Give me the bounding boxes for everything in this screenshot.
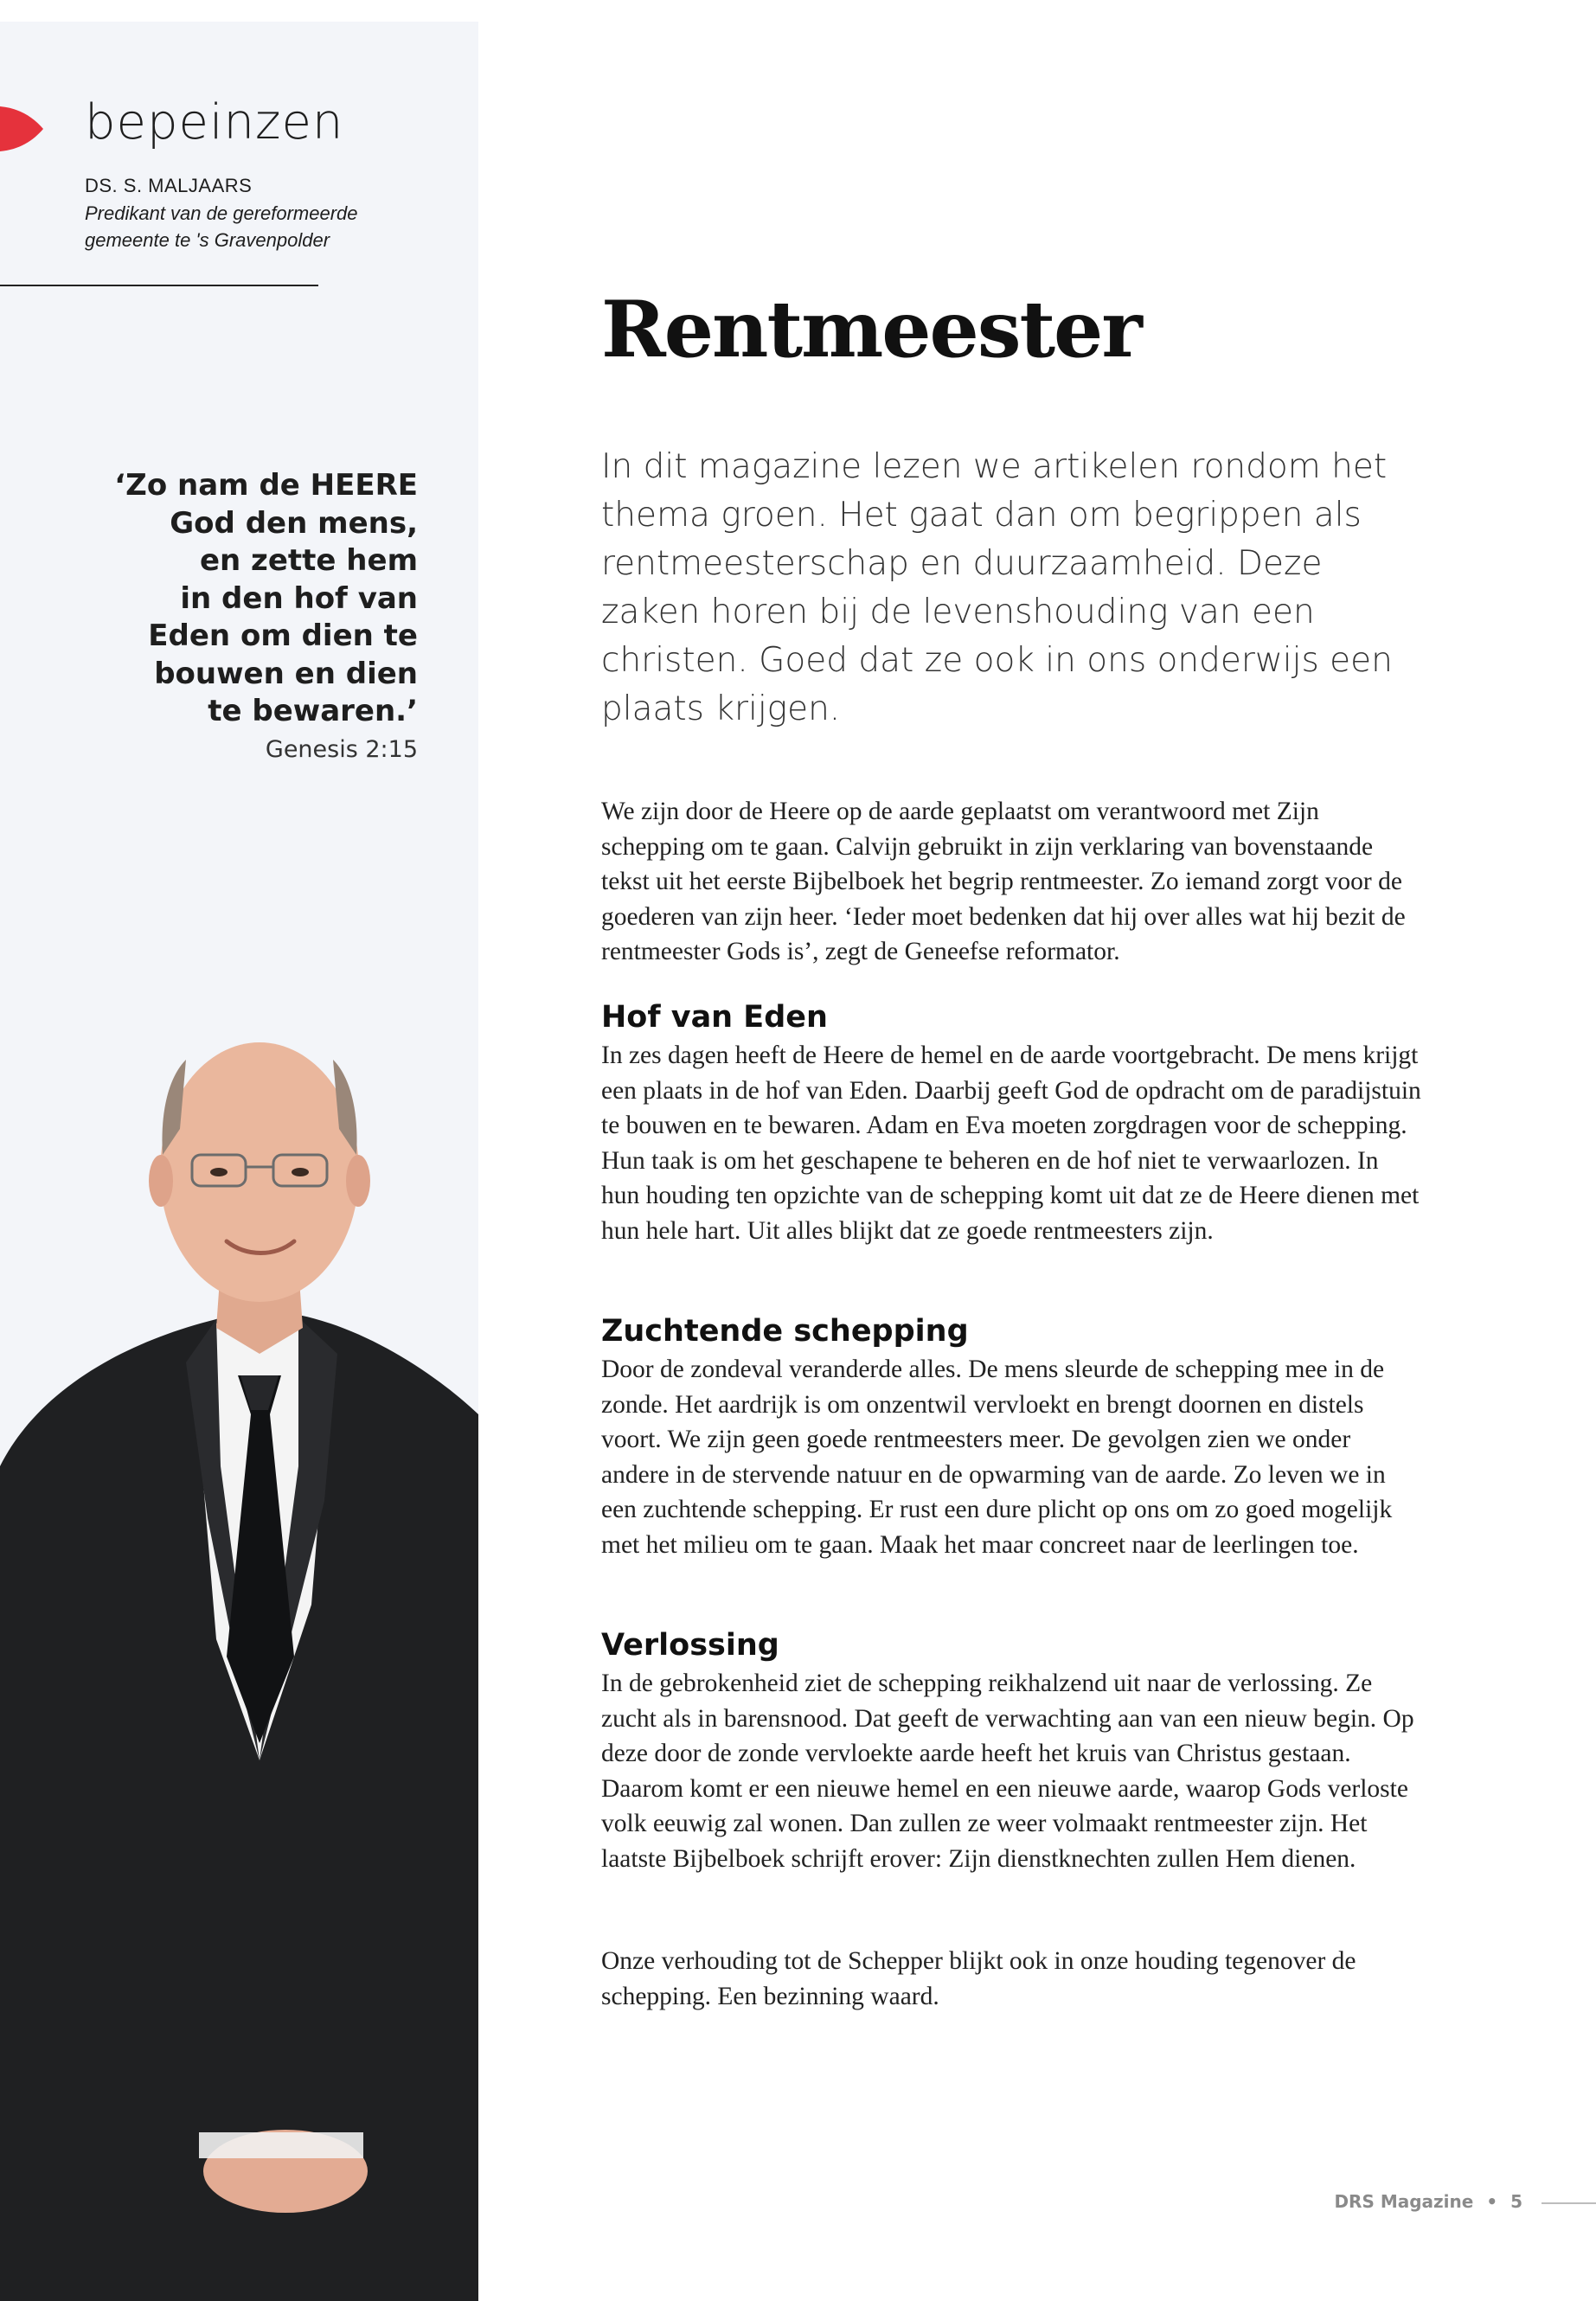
page-number: 5: [1510, 2191, 1522, 2212]
author-role: Predikant van de gereformeerde gemeente te 's Gravenpolder: [85, 202, 358, 251]
footer-divider: [1542, 2202, 1596, 2204]
article-title: Rentmeester: [601, 284, 1141, 375]
page-footer: [1315, 2191, 1522, 2212]
section-text: In de gebrokenheid ziet de schepping reikhalzend uit naar de verlossing. Ze zucht als in barensnood. Dat geeft de verwachting aan van een nieuw begin. Op deze door de zonde vervloekte aarde heeft het kruis van Christus gestaan. Daarom komt er een nieuwe hemel en een nieuwe aarde, waarop Gods verloste volk eeuwig zal wonen. Dan zullen ze weer volmaakt rentmeester zijn. Het laatste Bijbelboek schrijft erover: Zijn dienstknechten zullen Hem dienen.: [601, 1670, 1414, 1873]
footer-bullet: •: [1486, 2191, 1498, 2212]
article-lead: In dit magazine lezen we artikelen rondom het thema groen. Het gaat dan om begrippen als rentmeesterschap en duurzaamheid. Deze zaken horen bij de levenshouding van een christen. Goed dat ze ook in ons onderwijs een plaats krijgen.: [601, 447, 1393, 728]
section-heading: Verlossing: [601, 1628, 779, 1663]
quote-line: God den mens,: [170, 505, 418, 541]
author-name: DS. S. MALJAARS: [85, 175, 253, 196]
section-label: bepeinzen: [85, 94, 344, 151]
section-heading: Zuchtende schepping: [601, 1314, 969, 1349]
author-portrait: [0, 982, 478, 2301]
sidebar-panel: [0, 22, 478, 2279]
divider: [0, 285, 318, 286]
quote-line: en zette hem: [199, 543, 418, 578]
section-text: Door de zondeval veranderde alles. De mens sleurde de schepping mee in de zonde. Het aardrijk is om onzentwil vervloekt en brengt doornen en distels voort. We zijn geen goede rentmeesters meer. De gevolgen zien we onder andere in de stervende natuur en de opwarming van de aarde. Zo leven we in een zuchtende schepping. Er rust een dure plicht op ons om zo goed mogelijk met het milieu om te gaan. Maak het maar concreet naar de leerlingen toe.: [601, 1356, 1393, 1559]
section-text: In zes dagen heeft de Heere de hemel en de aarde voortgebracht. De mens krijgt een plaats in de hof van Eden. Daarbij geeft God de opdracht om de paradijstuin te bouwen en te bewaren. Adam en Eva moeten zorgdragen voor de schepping. Hun taak is om het geschapene te beheren en de hof niet te verwaarlozen. In hun houding ten opzichte van de schepping komt uit dat ze de Heere dienen met hun hele hart. Uit alles blijkt dat ze goede rentmeesters zijn.: [601, 1042, 1421, 1245]
section-marker-icon: [0, 106, 43, 151]
quote-line: ‘Zo nam de HEERE: [114, 468, 418, 503]
quote-line: in den hof van: [180, 580, 418, 616]
section-heading: Hof van Eden: [601, 1000, 828, 1035]
article-closing: Onze verhouding tot de Schepper blijkt ook in onze houding tegenover de schepping. Een bezinning waard.: [601, 1947, 1356, 2010]
quote-line: bouwen en dien: [154, 656, 418, 691]
pull-quote: [104, 467, 418, 731]
quote-line: Eden om dien te: [148, 619, 418, 653]
quote-reference: Genesis 2:15: [265, 736, 418, 763]
quote-line: te bewaren.’: [208, 694, 418, 728]
magazine-name: DRS Magazine: [1334, 2191, 1474, 2212]
article-intro: We zijn door de Heere op de aarde geplaatst om verantwoord met Zijn schepping om te gaan. Calvijn gebruikt in zijn verklaring van bovenstaande tekst uit het eerste Bijbelboek het begrip rentmeester. Zo iemand zorgt voor de goederen van zijn heer. ‘Ieder moet bedenken dat hij over alles wat hij bezit de rentmeester Gods is’, zegt de Geneefse reformator.: [601, 798, 1406, 965]
